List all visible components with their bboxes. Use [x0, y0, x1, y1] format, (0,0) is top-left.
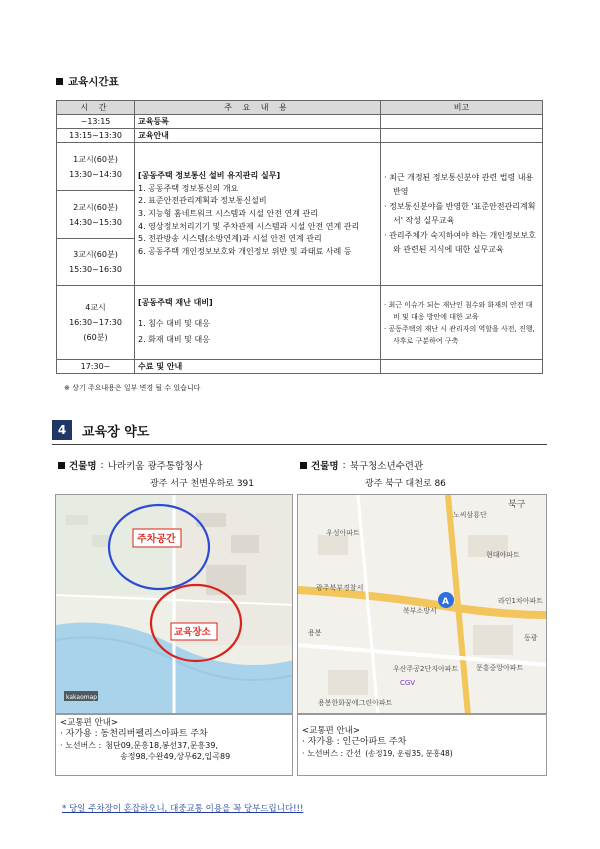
period-time: 14:30~15:30	[69, 217, 122, 227]
block2-heading: [공동주택 재난 대비]	[138, 298, 213, 307]
map-label: 우산주공2단지아파트	[393, 665, 459, 673]
map-label: 북구	[508, 500, 526, 510]
note-item: · 정보통신분야를 반영한 '표준안전관리계획서' 작성 실무교육	[384, 201, 536, 225]
table-row	[57, 115, 543, 129]
building-name: 나라키움 광주통합청사	[107, 461, 203, 472]
transport-bus-line: 송정98,수완49,상무62,입곡89	[120, 752, 231, 761]
map-label: 라인1차아파트	[498, 597, 544, 605]
transport-bus-detail: (송정19, 운림35, 문흥48)	[365, 749, 453, 758]
venue-left-address: 광주 서구 천변우하로 391	[150, 479, 255, 489]
square-bullet-icon	[300, 462, 307, 469]
row-time: 17:30~	[57, 360, 135, 374]
transport-bus-line: 첨단09,문흥18,봉선37,문흥39,	[105, 741, 218, 750]
table-row	[57, 143, 543, 191]
period-label: 1교시(60분)	[73, 154, 118, 164]
map-label: 현대아파트	[486, 551, 520, 559]
transport-info-left	[55, 714, 293, 776]
square-bullet-icon	[58, 462, 65, 469]
row-content: 수료 및 안내	[135, 360, 381, 374]
period-label: 3교시(60분)	[73, 250, 118, 259]
list-item: 2. 표준안전관리계획과 정보통신설비	[138, 196, 267, 206]
list-item: 1. 공동주택 정보통신의 개요	[138, 183, 239, 193]
period-label: 2교시(60분)	[73, 202, 118, 212]
section-number: 4	[52, 420, 72, 440]
period-time: 15:30~16:30	[69, 265, 122, 274]
schedule-section-title	[56, 74, 119, 89]
row-content: 교육등록	[135, 115, 381, 129]
map-left	[55, 494, 293, 714]
square-bullet-icon	[56, 78, 63, 85]
period-label: 4교시	[85, 303, 106, 312]
period-cell	[57, 143, 135, 191]
note-item: · 관리주체가 숙지하여야 하는 개인정보보호와 관련된 지식에 대한 실무교육	[384, 230, 536, 254]
schedule-table	[56, 100, 543, 374]
map-label: 동광	[524, 634, 538, 642]
note-item: · 최근 개정된 정보통신분야 관련 법령 내용 반영	[384, 172, 534, 196]
venue-right-building: 건물명 : 북구청소년수련관	[300, 458, 423, 472]
map-left-image	[56, 495, 293, 714]
map-brand: kakaomap	[66, 694, 98, 701]
list-item: 1. 침수 대비 및 대응	[138, 319, 210, 328]
period-cell	[57, 239, 135, 286]
table-row	[57, 129, 543, 143]
map-right	[297, 494, 547, 714]
map-label: 노씨삼룡단	[453, 511, 487, 519]
section-divider	[52, 444, 547, 445]
venue-section-header	[52, 420, 149, 440]
transport-info-right	[297, 714, 547, 776]
transport-bus-label: · 노선버스 : 간선	[302, 749, 362, 758]
row-content: 교육안내	[135, 129, 381, 143]
row-time: ~13:15	[57, 115, 135, 129]
footnote: ※ 상기 주요내용은 일부 변경 될 수 있습니다	[64, 384, 201, 392]
table-row	[57, 360, 543, 374]
map-label: CGV	[400, 679, 416, 687]
block1-list	[138, 183, 377, 259]
transport-car: · 자가용 : 인근아파트 주차	[302, 737, 407, 747]
block2-notes	[381, 286, 543, 360]
schedule-title: 교육시간표	[68, 76, 119, 88]
table-row	[57, 286, 543, 360]
table-header-note: 비고	[381, 101, 543, 115]
block1-heading: [공동주택 정보통신 설비 유지관리 실무]	[138, 170, 281, 180]
note-item: · 최근 이슈가 되는 재난인 침수와 화재의 안전 대비 및 대응 방안에 대한 교육	[384, 300, 533, 321]
table-header-content: 주 요 내 용	[135, 101, 381, 115]
map-label: 용봉	[308, 629, 322, 637]
list-item: 2. 화재 대비 및 대응	[138, 335, 210, 344]
block2-list	[138, 316, 377, 348]
map-label: 문흥중앙아파트	[476, 664, 524, 672]
map-label: 북부소방서	[403, 607, 437, 615]
building-label: 건물명	[311, 461, 339, 472]
transport-title: <교통편 안내>	[302, 726, 361, 736]
list-item: 5. 전관방송 시스템(소방연계)과 시설 안전 연계 관리	[138, 234, 322, 244]
transport-title: <교통편 안내>	[60, 718, 119, 728]
period-duration: (60분)	[83, 333, 108, 342]
period-time: 16:30~17:30	[69, 318, 122, 327]
period-time: 13:30~14:30	[69, 169, 122, 179]
transport-bus-label: · 노선버스 :	[60, 741, 102, 750]
block2-content	[135, 286, 381, 360]
building-name: 북구청소년수련관	[349, 461, 424, 472]
list-item: 6. 공동주택 개인정보보호와 개인정보 위반 및 과태료 사례 등	[138, 246, 352, 256]
building-label: 건물명	[69, 461, 97, 472]
table-header-row	[57, 101, 543, 115]
period-cell	[57, 286, 135, 360]
venue-left-building: 건물명 : 나라키움 광주통합청사	[58, 458, 203, 472]
venue-section-title: 교육장 약도	[82, 424, 150, 440]
map-label-venue: 교육장소	[174, 627, 211, 638]
venue-right-address: 광주 북구 대천로 86	[365, 479, 446, 489]
map-label: 우성아파트	[326, 529, 360, 537]
list-item: 4. 영상정보처리기기 및 주차관제 시스템과 시설 안전 연계 관리	[138, 221, 360, 231]
svg-text:A: A	[442, 597, 449, 607]
map-label-parking: 주차공간	[137, 534, 176, 545]
map-label: 광주북부경찰서	[316, 584, 364, 592]
transport-car: · 자가용 : 동천리버펠리스아파트 주차	[60, 729, 208, 739]
table-header-time: 시 간	[57, 101, 135, 115]
period-cell	[57, 191, 135, 239]
row-time: 13:15~13:30	[57, 129, 135, 143]
note-item: · 공동주택의 재난 시 관리자의 역할을 사전, 진행, 사후로 구분하여 구축	[384, 324, 535, 345]
map-right-image	[298, 495, 547, 714]
warning-notice: * 당일 주차장이 혼잡하오니, 대중교통 이용을 꼭 당부드립니다!!!	[62, 804, 304, 814]
block1-notes	[381, 143, 543, 286]
list-item: 3. 지능형 홈네트워크 시스템과 시설 안전 연계 관리	[138, 208, 318, 218]
map-label: 용봉한화꿈에그린아파트	[318, 699, 393, 707]
block1-content	[135, 143, 381, 286]
